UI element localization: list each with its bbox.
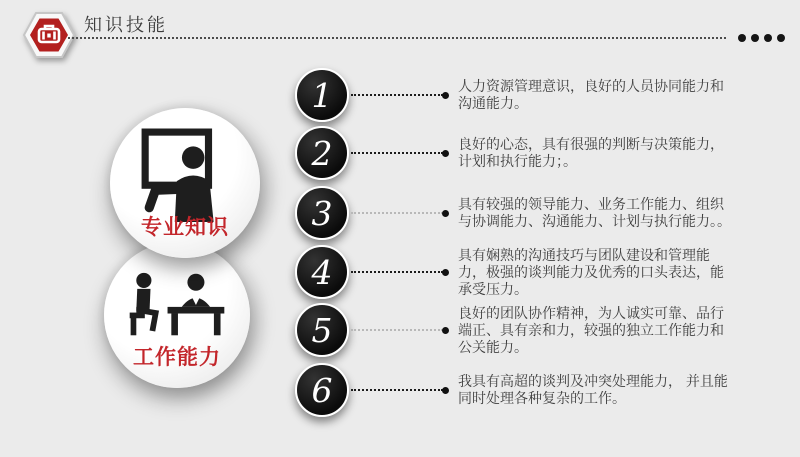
number-badge: 3	[295, 186, 349, 240]
dotted-connector	[351, 329, 443, 331]
dotted-connector	[351, 389, 443, 391]
item-text: 良好的心态，具有很强的判断与决策能力，计划和执行能力；。	[458, 136, 724, 169]
briefcase-hexagon-icon	[22, 7, 76, 63]
item-text: 人力资源管理意识，良好的人员协同能力和沟通能力。	[458, 78, 724, 111]
bullet-dot	[442, 210, 449, 217]
list-item	[295, 303, 736, 357]
item-text: 具有娴熟的沟通技巧与团队建设和管理能力，极强的谈判能力及优秀的口头表达，能承受压力。	[458, 246, 724, 297]
dotted-connector	[351, 94, 443, 96]
dotted-connector	[351, 152, 443, 154]
bullet-dot	[442, 327, 449, 334]
number-badge: 5	[295, 303, 349, 357]
list-item	[295, 126, 736, 180]
number-badge: 2	[295, 126, 349, 180]
dotted-connector	[351, 212, 443, 214]
decor-dot	[751, 34, 759, 42]
category-label: 专业知识	[141, 216, 229, 239]
item-text: 我具有高超的谈判及冲突处理能力， 并且能同时处理各种复杂的工作。	[458, 373, 728, 406]
item-text: 良好的团队协作精神，为人诚实可靠、品行端正、具有亲和力，较强的独立工作能力和公关能力。	[458, 304, 724, 355]
list-item	[295, 186, 736, 240]
category-circle-work-ability	[104, 242, 250, 388]
list-item	[295, 245, 736, 299]
number-badge: 4	[295, 245, 349, 299]
page-title: 知识技能	[84, 15, 168, 35]
decor-dot	[764, 34, 772, 42]
list-item	[295, 363, 736, 417]
bullet-dot	[442, 92, 449, 99]
interview-desk-icon	[124, 270, 230, 345]
decor-dot	[777, 34, 785, 42]
header-divider	[68, 37, 726, 39]
number-badge: 6	[295, 363, 349, 417]
bullet-dot	[442, 269, 449, 276]
bullet-dot	[442, 387, 449, 394]
category-label: 工作能力	[133, 346, 221, 369]
list-item	[295, 68, 736, 122]
category-circle-professional-knowledge	[110, 108, 260, 258]
decor-dot	[738, 34, 746, 42]
dotted-connector	[351, 271, 443, 273]
bullet-dot	[442, 150, 449, 157]
number-badge: 1	[295, 68, 349, 122]
item-text: 具有较强的领导能力、业务工作能力、组织与协调能力、沟通能力、计划与执行能力。。	[458, 196, 731, 229]
